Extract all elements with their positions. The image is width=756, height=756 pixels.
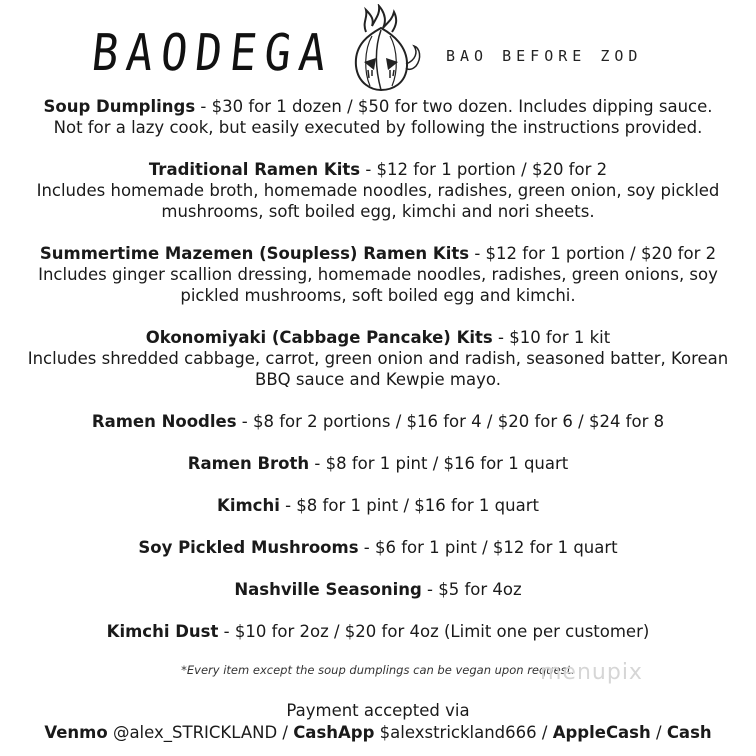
item-price: - $30 for 1 dozen / $50 for two dozen. Includes dipping sauce.	[195, 97, 713, 116]
menu-item-summertime-mazemen	[0, 243, 756, 306]
item-name: Traditional Ramen Kits	[148, 160, 361, 179]
menu-item-soup-dumplings	[0, 96, 756, 138]
item-name: Summertime Mazemen (Soupless) Ramen Kits	[39, 244, 470, 263]
item-price: - $5 for 4oz	[421, 580, 522, 599]
item-price: - $8 for 2 portions / $16 for 4 / $20 for 6 / $24 for 8	[236, 412, 665, 431]
item-price: - $12 for 1 portion / $20 for 2	[469, 244, 717, 263]
payment-heading: Payment accepted via	[286, 701, 470, 720]
cashapp-label: CashApp	[293, 723, 375, 742]
menu-item-ramen-broth	[0, 453, 756, 474]
item-name: Kimchi	[217, 496, 280, 515]
item-price: - $6 for 1 pint / $12 for 1 quart	[358, 538, 618, 557]
applecash-label: AppleCash	[552, 723, 651, 742]
item-description: Includes ginger scallion dressing, homemade noodles, radishes, green onions, soy pickled mushrooms, soft boiled egg and kimchi.	[38, 265, 718, 305]
item-description: Not for a lazy cook, but easily executed by following the instructions provided.	[53, 118, 703, 137]
item-name: Soy Pickled Mushrooms	[138, 538, 359, 557]
menu-item-okonomiyaki-kits	[0, 327, 756, 390]
item-name: Okonomiyaki (Cabbage Pancake) Kits	[145, 328, 493, 347]
menu-item-ramen-noodles	[0, 411, 756, 432]
menu-item-soy-pickled-mushrooms	[0, 537, 756, 558]
menu-item-kimchi	[0, 495, 756, 516]
tagline: BAO BEFORE ZOD	[446, 47, 643, 65]
menu-item-nashville-seasoning	[0, 579, 756, 600]
item-price: - $12 for 1 portion / $20 for 2	[360, 160, 608, 179]
cashapp-handle: $alexstrickland666 /	[374, 723, 553, 742]
item-name: Ramen Noodles	[91, 412, 237, 431]
payment-methods	[0, 722, 756, 744]
item-description: Includes shredded cabbage, carrot, green onion and radish, seasoned batter, Korean BBQ sauce and Kewpie mayo.	[27, 349, 729, 389]
item-name: Kimchi Dust	[106, 622, 219, 641]
item-description: Includes homemade broth, homemade noodles, radishes, green onion, soy pickled mushrooms, soft boiled egg, kimchi and nori sheets.	[36, 181, 720, 221]
item-price: - $10 for 2oz / $20 for 4oz (Limit one per customer)	[218, 622, 650, 641]
separator: /	[650, 723, 667, 742]
item-price: - $10 for 1 kit	[492, 328, 611, 347]
menu-item-traditional-ramen-kits	[0, 159, 756, 222]
venmo-handle: @alex_STRICKLAND /	[107, 723, 294, 742]
garlic-ghost-logo-icon	[336, 4, 426, 94]
item-name: Nashville Seasoning	[234, 580, 422, 599]
menu-list	[0, 96, 756, 663]
brand-name: BAODEGA	[88, 24, 337, 83]
venmo-label: Venmo	[44, 723, 108, 742]
item-name: Ramen Broth	[187, 454, 310, 473]
header	[0, 0, 756, 96]
payment-info	[0, 700, 756, 744]
menu-item-kimchi-dust	[0, 621, 756, 642]
item-price: - $8 for 1 pint / $16 for 1 quart	[309, 454, 569, 473]
cash-label: Cash	[666, 723, 712, 742]
item-price: - $8 for 1 pint / $16 for 1 quart	[279, 496, 539, 515]
watermark: menupix	[540, 660, 643, 685]
item-name: Soup Dumplings	[43, 97, 196, 116]
vegan-note: *Every item except the soup dumplings can be vegan upon request.	[181, 663, 575, 677]
